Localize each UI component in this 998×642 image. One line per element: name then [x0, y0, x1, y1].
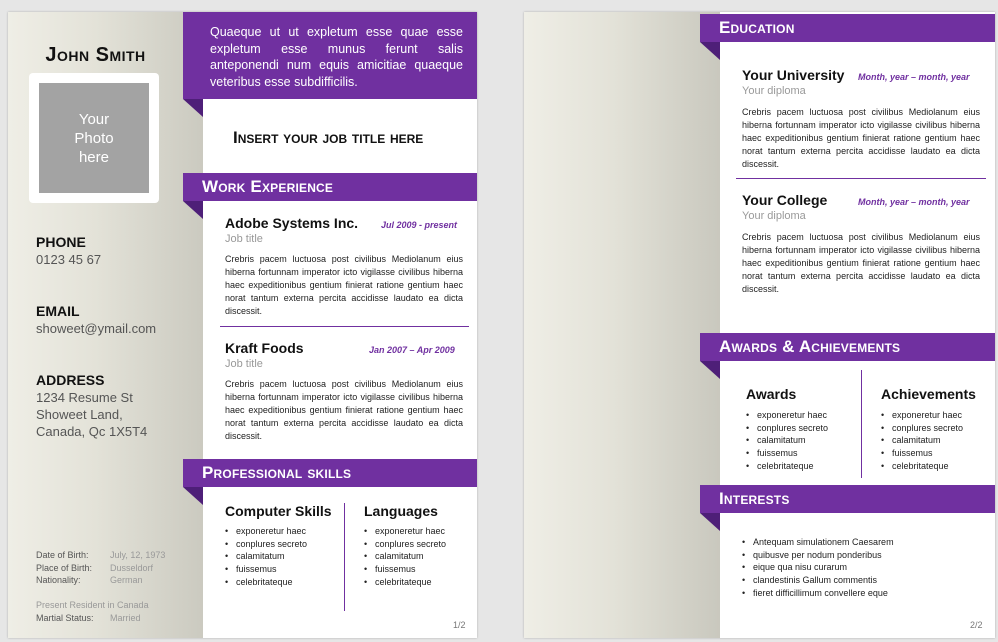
list-item: • exponeretur haec [746, 409, 828, 422]
school-2-dates: Month, year – month, year [858, 197, 970, 207]
list-item: • fieret difficillimum convellere eque [742, 587, 894, 600]
school-2-description: Crebris pacem luctuosa post civilibus Mediolanum eius hiberna fortunnam imperator icto vigilasse civilibus hiberna haec expeditionibus gentium finierat ratione gentium haec norat tantum externa percita accidisse laudato ea dicta discessit. [742, 232, 980, 294]
awards-title: Awards [746, 386, 797, 402]
photo-placeholder[interactable]: Your Photo here [39, 83, 149, 193]
job-title-heading: Insert your job title here [233, 128, 424, 147]
list-item: • exponeretur haec [225, 525, 307, 538]
nationality-value: German [110, 575, 143, 585]
list-item: • exponeretur haec [881, 409, 963, 422]
page-number: 2/2 [970, 620, 983, 630]
residency-note: Present Resident in Canada [36, 600, 149, 610]
pob-value: Dusseldorf [110, 563, 154, 573]
skills-column-divider [344, 503, 345, 611]
address-line-1: 1234 Resume St [36, 390, 133, 405]
job-1-role: Job title [225, 233, 263, 245]
school-1-description: Crebris pacem luctuosa post civilibus Mediolanum eius hiberna fortunnam imperator icto vigilasse civilibus hiberna haec expeditionibus gentium finierat ratione gentium haec norat tantum externa percita accidisse laudato ea dicta discessit. [742, 107, 980, 169]
list-item: • fuissemus [746, 447, 828, 460]
list-item: • Antequam simulationem Caesarem [742, 536, 894, 549]
skills-fold [183, 487, 203, 505]
list-item: • exponeretur haec [364, 525, 446, 538]
job-2-description: Crebris pacem luctuosa post civilibus Mediolanum eius hiberna fortunnam imperator icto vigilasse civilibus hiberna haec expeditionibus gentium finierat ratione gentium haec norat tantum externa percita accidisse laudato ea dicta discessit. [225, 379, 463, 441]
address-line-3: Canada, Qc 1X5T4 [36, 424, 148, 439]
list-item: • calamitatum [364, 550, 446, 563]
list-item: • fuissemus [881, 447, 963, 460]
resume-page-1 [8, 12, 477, 638]
school-2-diploma: Your diploma [742, 210, 806, 222]
left-sidebar [524, 12, 720, 638]
education-heading: Education [700, 14, 995, 42]
professional-skills-heading: Professional skills [183, 459, 477, 487]
intro-banner: Quaeque ut ut expletum esse quae esse expletum esse munus ferunt salis anteponendi num equis amicitiae quaeque veteribus esse subdifficilis. [183, 12, 477, 99]
job-divider [220, 326, 469, 327]
list-item: • eique qua nisu curarum [742, 561, 894, 574]
awards-fold [700, 361, 720, 379]
email-label: EMAIL [36, 303, 80, 319]
phone-label: PHONE [36, 234, 86, 250]
list-item: • conplures secreto [881, 422, 963, 435]
photo-frame [29, 73, 159, 203]
school-1-name: Your University [742, 67, 845, 83]
page-number: 1/2 [453, 620, 466, 630]
achievements-list [881, 409, 963, 473]
interests-list [742, 536, 894, 600]
list-item: • fuissemus [364, 563, 446, 576]
resume-page-2 [524, 12, 995, 638]
job-1-dates: Jul 2009 - present [381, 220, 458, 230]
intro-fold [183, 99, 203, 117]
marital-label: Martial Status: [36, 613, 94, 623]
computer-skills-list [225, 525, 307, 589]
languages-list [364, 525, 446, 589]
work-fold [183, 201, 203, 219]
list-item: • quibusve per nodum ponderibus [742, 549, 894, 562]
list-item: • celebritateque [746, 460, 828, 473]
education-divider [736, 178, 986, 179]
address-line-2: Showeet Land, [36, 407, 123, 422]
list-item: • conplures secreto [364, 538, 446, 551]
dob-value: July, 12, 1973 [110, 550, 166, 560]
job-1-company: Adobe Systems Inc. [225, 215, 359, 231]
list-item: • calamitatum [225, 550, 307, 563]
phone-value: 0123 45 67 [36, 252, 102, 267]
job-2-company: Kraft Foods [225, 340, 304, 356]
interests-heading: Interests [700, 485, 995, 513]
awards-column-divider [861, 370, 862, 478]
list-item: • conplures secreto [746, 422, 828, 435]
work-experience-heading: Work Experience [183, 173, 477, 201]
list-item: • calamitatum [746, 434, 828, 447]
school-2-name: Your College [742, 192, 828, 208]
achievements-title: Achievements [881, 386, 976, 402]
job-1-description: Crebris pacem luctuosa post civilibus Mediolanum eius hiberna fortunnam imperator icto vigilasse civilibus hiberna haec expeditionibus gentium finierat ratione gentium haec norat tantum externa percita accidisse laudato ea dicta discessit. [225, 254, 463, 316]
address-label: ADDRESS [36, 372, 105, 388]
list-item: • clandestinis Gallum commentis [742, 574, 894, 587]
computer-skills-title: Computer Skills [225, 503, 332, 519]
list-item: • celebritateque [364, 576, 446, 589]
awards-heading: Awards & Achievements [700, 333, 995, 361]
list-item: • fuissemus [225, 563, 307, 576]
interests-fold [700, 513, 720, 531]
list-item: • calamitatum [881, 434, 963, 447]
job-2-role: Job title [225, 358, 263, 370]
school-1-diploma: Your diploma [742, 85, 806, 97]
list-item: • celebritateque [881, 460, 963, 473]
languages-title: Languages [364, 503, 438, 519]
list-item: • conplures secreto [225, 538, 307, 551]
job-2-dates: Jan 2007 – Apr 2009 [369, 345, 455, 355]
awards-list [746, 409, 828, 473]
pob-label: Place of Birth: [36, 563, 93, 573]
school-1-dates: Month, year – month, year [858, 72, 970, 82]
marital-value: Married [110, 613, 141, 623]
nationality-label: Nationality: [36, 575, 81, 585]
list-item: • celebritateque [225, 576, 307, 589]
candidate-name: John Smith [45, 44, 146, 66]
dob-label: Date of Birth: [36, 550, 89, 560]
email-value: showeet@ymail.com [36, 321, 157, 336]
education-fold [700, 42, 720, 60]
